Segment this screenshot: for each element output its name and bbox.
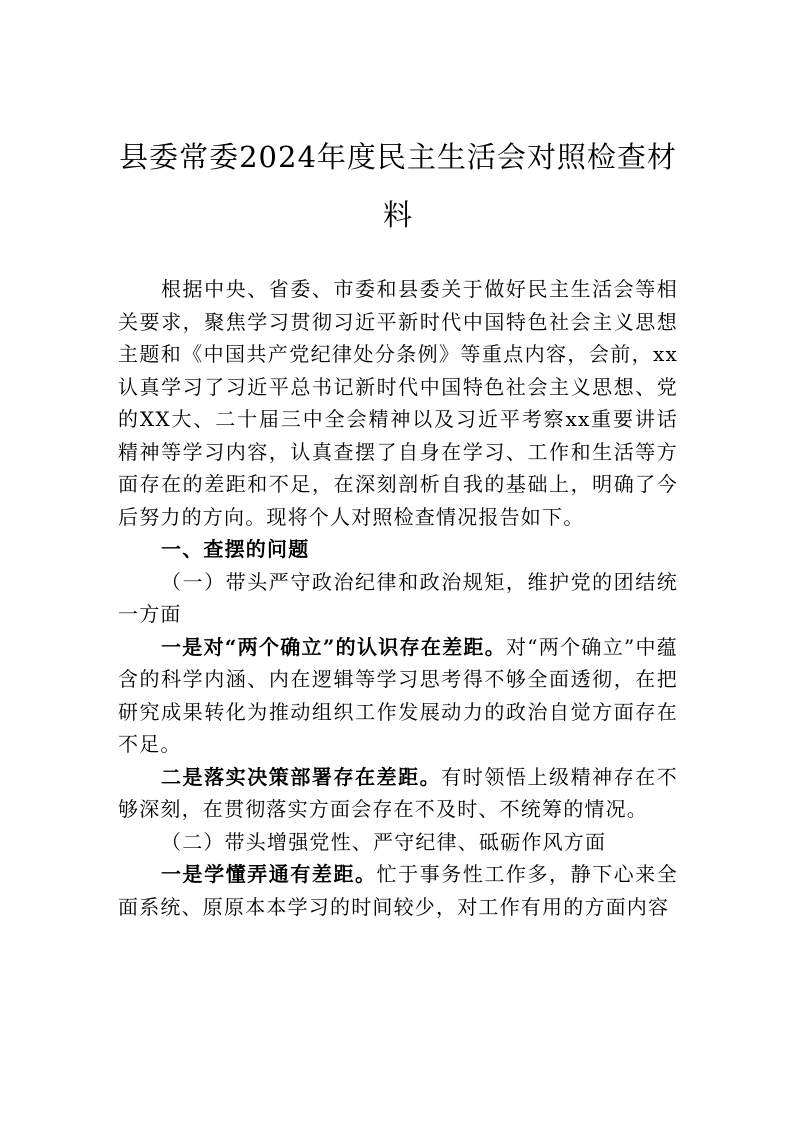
subsection-heading: （一）带头严守政治纪律和政治规矩，维护党的团结统一方面 [118, 569, 678, 626]
problem-item-lead: 一是学懂弄通有差距。 [161, 862, 377, 886]
problem-item-text: 忙于事务性工作多，静下心来全面系统、原原本本学习的时间较少，对工作有用的方面内容 [118, 862, 678, 919]
document-body [118, 273, 678, 923]
subsection-heading: （二）带头增强党性、严守纪律、砥砺作风方面 [161, 829, 607, 854]
problem-item-lead: 二是落实决策部署存在差距。 [161, 764, 442, 789]
problem-item [118, 761, 678, 826]
problem-item-text: 有时领悟上级精神存在不够深刻，在贯彻落实方面会存在不及时、不统筹的情况。 [118, 764, 678, 821]
problem-item-text: 对“两个确立”中蕴含的科学内涵、内在逻辑等学习思考得不够全面透彻，在把研究成果转化为推动组织工作发展动力的政治自觉方面存在不足。 [118, 634, 678, 756]
problem-item-lead: 一是对“两个确立”的认识存在差距。 [161, 634, 506, 659]
problem-item [118, 631, 678, 761]
problem-item [118, 858, 678, 923]
document-title: 县委常委2024年度民主生活会对照检查材料 [119, 140, 677, 232]
intro-paragraph: 根据中央、省委、市委和县委关于做好民主生活会等相关要求，聚焦学习贯彻习近平新时代中国特色社会主义思想主题和《中国共产党纪律处分条例》等重点内容，会前，xx认真学习了习近平总书记新时代中国特色社会主义思想、党的XX大、二十届三中全会精神以及习近平考察xx重要讲话精神等学习内容，认真查摆了自身在学习、工作和生活等方面存在的差距和不足，在深刻剖析自我的基础上，明确了今后努力的方向。现将个人对照检查情况报告如下。 [118, 277, 678, 529]
section-heading: 一、查摆的问题 [161, 537, 310, 561]
